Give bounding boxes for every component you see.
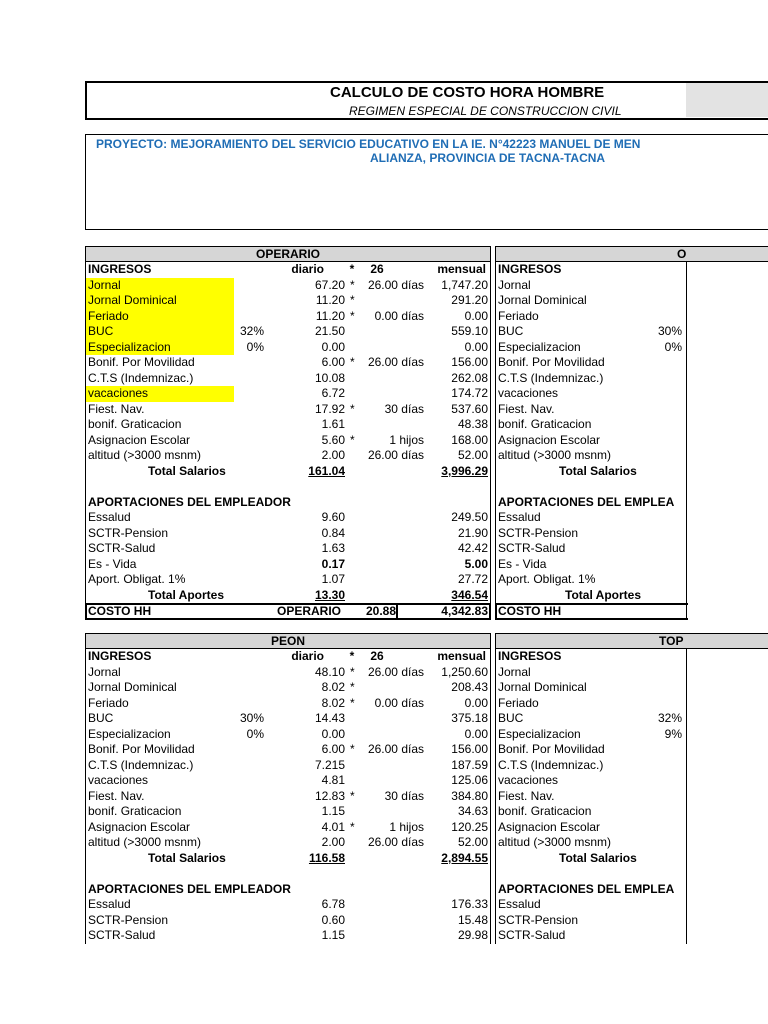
operario-aporte-label: Aport. Obligat. 1% — [88, 572, 186, 586]
operario-row-label: BUC — [88, 324, 114, 338]
oficial-row-label: Asignacion Escolar — [498, 432, 601, 447]
title-grey-band — [686, 83, 768, 117]
operario-aporte-mensual: 21.90 — [457, 525, 488, 540]
peon-row-diario: 2.00 — [321, 835, 345, 849]
peon-row-diario: 14.43 — [314, 711, 345, 725]
peon-row-label: Jornal Dominical — [88, 680, 177, 694]
peon-ingresos-label: INGRESOS — [88, 649, 152, 663]
operario-row-mensual: 0.00 — [464, 339, 488, 354]
operario-row-label: vacaciones — [88, 386, 149, 400]
oficial-row-pct: 30% — [657, 324, 682, 338]
peon-total-salarios-label: Total Salarios — [148, 850, 226, 865]
topografo-crop-edge — [686, 649, 687, 944]
oficial-row-pct: 0% — [664, 339, 682, 354]
operario-aporte-mensual: 42.42 — [457, 541, 488, 555]
peon-row-diario: 7.215 — [314, 757, 345, 772]
oficial-aporte-label: SCTR-Pension — [498, 525, 579, 540]
topografo-row-label: bonif. Graticacion — [498, 804, 592, 818]
operario-row-mensual: 174.72 — [451, 386, 488, 400]
peon-col-star: * — [349, 649, 355, 663]
peon-aporte-diario: 1.15 — [321, 928, 345, 942]
operario-aporte-diario: 1.63 — [321, 541, 345, 555]
topografo-row-label: C.T.S (Indemnizac.) — [498, 757, 604, 772]
operario-row-mensual: 537.60 — [451, 401, 488, 416]
page-subtitle: REGIMEN ESPECIAL DE CONSTRUCCION CIVIL — [349, 104, 622, 118]
operario-row-diario: 0.00 — [321, 339, 345, 354]
peon-row-pct: 30% — [239, 711, 264, 725]
oficial-ingresos-label: INGRESOS — [498, 262, 562, 276]
peon-row-label: Feriado — [88, 695, 129, 710]
peon-row-mensual: 208.43 — [451, 680, 488, 694]
peon-row-label: Especializacion — [88, 726, 171, 741]
operario-row-label: Jornal Dominical — [88, 293, 177, 307]
peon-row-star: * — [350, 664, 355, 679]
peon-row-pct: 0% — [246, 726, 264, 741]
operario-row-mensual: 559.10 — [451, 324, 488, 338]
topografo-aportaciones-label: APORTACIONES DEL EMPLEA — [498, 881, 675, 896]
peon-row-mensual: 34.63 — [457, 804, 488, 818]
oficial-total-salarios-label: Total Salarios — [559, 463, 637, 478]
operario-row-star: * — [350, 432, 355, 447]
topografo-total-salarios-label: Total Salarios — [559, 850, 637, 865]
topografo-row-label: altitud (>3000 msnm) — [498, 835, 612, 849]
operario-row-mensual: 168.00 — [451, 432, 488, 447]
operario-row-pct: 32% — [239, 324, 264, 338]
operario-costo-label: COSTO HH — [88, 604, 152, 618]
peon-row-qty: 30 días — [384, 788, 424, 803]
peon-row-mensual: 384.80 — [451, 788, 488, 803]
operario-col-diario: diario — [291, 262, 324, 276]
peon-row-label: bonif. Graticacion — [88, 804, 182, 818]
operario-col-star: * — [349, 262, 355, 276]
peon-row-diario: 6.00 — [321, 742, 345, 756]
operario-row-mensual: 156.00 — [451, 355, 488, 369]
peon-aporte-label: Essalud — [88, 897, 131, 911]
peon-aportaciones-label: APORTACIONES DEL EMPLEADOR — [88, 881, 291, 896]
peon-row-label: Fiest. Nav. — [88, 788, 145, 803]
operario-row-label: C.T.S (Indemnizac.) — [88, 370, 194, 385]
operario-row-mensual: 48.38 — [457, 417, 488, 431]
peon-col-mensual: mensual — [437, 649, 486, 663]
operario-row-mensual: 0.00 — [464, 308, 488, 323]
operario-aporte-label: SCTR-Salud — [88, 541, 156, 555]
peon-total-salarios-diario: 116.58 — [308, 850, 345, 865]
operario-row-star: * — [350, 308, 355, 323]
operario-row-label: bonif. Graticacion — [88, 417, 182, 431]
peon-row-star: * — [350, 788, 355, 803]
operario-total-aportes-diario: 13.30 — [314, 587, 345, 602]
peon-aporte-diario: 0.60 — [321, 912, 345, 927]
peon-row-mensual: 156.00 — [451, 742, 488, 756]
peon-right-border — [490, 633, 491, 944]
operario-row-star: * — [350, 293, 355, 307]
peon-row-qty: 26.00 días — [367, 835, 424, 849]
peon-col-days: 26 — [370, 649, 384, 663]
topografo-row-label: Jornal — [498, 664, 531, 679]
peon-row-label: C.T.S (Indemnizac.) — [88, 757, 194, 772]
peon-row-star: * — [350, 680, 355, 694]
operario-row-label: Fiest. Nav. — [88, 401, 145, 416]
peon-row-mensual: 120.25 — [451, 819, 488, 834]
topografo-header: TOP — [495, 633, 768, 649]
operario-row-diario: 5.60 — [321, 432, 345, 447]
peon-aporte-mensual: 29.98 — [457, 928, 488, 942]
peon-row-diario: 48.10 — [314, 664, 345, 679]
operario-costo-total: 4,342.83 — [441, 604, 488, 618]
operario-col-days: 26 — [370, 262, 384, 276]
oficial-costo-label: COSTO HH — [498, 604, 562, 618]
operario-aporte-label: SCTR-Pension — [88, 525, 169, 540]
peon-aporte-mensual: 15.48 — [457, 912, 488, 927]
operario-total-salarios-mensual: 3,996.29 — [441, 463, 488, 478]
topografo-row-label: Especializacion — [498, 726, 581, 741]
oficial-row-label: bonif. Graticacion — [498, 417, 592, 431]
topografo-row-label: Bonif. Por Movilidad — [498, 742, 605, 756]
project-line-1: PROYECTO: MEJORAMIENTO DEL SERVICIO EDUCATIVO EN LA IE. N°42223 MANUEL DE MEN — [96, 137, 641, 151]
operario-total-salarios-label: Total Salarios — [148, 463, 226, 478]
oficial-row-label: Feriado — [498, 308, 539, 323]
operario-row-qty: 1 hijos — [389, 432, 424, 447]
topografo-left-border — [495, 633, 496, 944]
operario-aporte-label: Essalud — [88, 510, 131, 524]
operario-costo-hh: 20.88 — [365, 604, 396, 618]
operario-costo-cat: OPERARIO — [277, 604, 342, 618]
operario-row-label: Especializacion — [88, 339, 171, 354]
oficial-aporte-label: SCTR-Salud — [498, 541, 566, 555]
topografo-row-label: vacaciones — [498, 773, 559, 787]
peon-row-label: Bonif. Por Movilidad — [88, 742, 195, 756]
peon-row-diario: 1.15 — [321, 804, 345, 818]
peon-row-label: BUC — [88, 711, 114, 725]
operario-row-qty: 26.00 días — [367, 355, 424, 369]
operario-row-mensual: 291.20 — [451, 293, 488, 307]
peon-left-border — [85, 633, 86, 944]
peon-aporte-diario: 6.78 — [321, 897, 345, 911]
topografo-row-label: Fiest. Nav. — [498, 788, 555, 803]
operario-row-label: Bonif. Por Movilidad — [88, 355, 195, 369]
peon-row-star: * — [350, 819, 355, 834]
operario-row-label: Asignacion Escolar — [88, 432, 191, 447]
peon-row-diario: 8.02 — [321, 680, 345, 694]
oficial-header: O — [495, 246, 768, 262]
peon-row-mensual: 1,250.60 — [441, 664, 488, 679]
topografo-aporte-label: SCTR-Salud — [498, 928, 566, 942]
oficial-row-label: Bonif. Por Movilidad — [498, 355, 605, 369]
operario-col-mensual: mensual — [437, 262, 486, 276]
operario-row-diario: 6.72 — [321, 386, 345, 400]
operario-row-star: * — [350, 355, 355, 369]
peon-row-label: vacaciones — [88, 773, 149, 787]
operario-row-qty: 0.00 días — [374, 308, 424, 323]
peon-row-mensual: 52.00 — [457, 835, 488, 849]
operario-aportaciones-label: APORTACIONES DEL EMPLEADOR — [88, 494, 291, 509]
operario-row-label: Feriado — [88, 308, 129, 323]
peon-row-mensual: 0.00 — [464, 695, 488, 710]
oficial-row-label: Fiest. Nav. — [498, 401, 555, 416]
operario-row-diario: 67.20 — [314, 277, 345, 292]
peon-row-diario: 12.83 — [314, 788, 345, 803]
operario-row-label: altitud (>3000 msnm) — [88, 448, 202, 462]
operario-aporte-label: Es - Vida — [88, 556, 137, 571]
peon-row-diario: 0.00 — [321, 726, 345, 741]
topografo-row-pct: 32% — [657, 711, 682, 725]
operario-row-diario: 11.20 — [315, 308, 345, 323]
peon-row-qty: 1 hijos — [389, 819, 424, 834]
operario-right-border — [490, 246, 491, 619]
operario-total-aportes-label: Total Aportes — [148, 587, 225, 602]
operario-row-diario: 21.50 — [314, 324, 345, 338]
operario-row-qty: 26.00 días — [367, 277, 424, 292]
operario-ingresos-label: INGRESOS — [88, 262, 152, 276]
oficial-aporte-label: Essalud — [498, 510, 541, 524]
operario-total-aportes-mensual: 346.54 — [451, 587, 488, 602]
operario-aporte-mensual: 5.00 — [464, 556, 488, 571]
operario-row-label: Jornal — [88, 277, 121, 292]
operario-aporte-diario: 9.60 — [321, 510, 345, 524]
operario-row-diario: 11.20 — [315, 293, 345, 307]
oficial-row-label: Jornal Dominical — [498, 293, 587, 307]
peon-row-qty: 0.00 días — [374, 695, 424, 710]
topografo-row-label: Asignacion Escolar — [498, 819, 601, 834]
oficial-left-border — [495, 246, 496, 619]
oficial-row-label: BUC — [498, 324, 524, 338]
oficial-aportaciones-label: APORTACIONES DEL EMPLEA — [498, 494, 675, 509]
peon-aporte-label: SCTR-Pension — [88, 912, 169, 927]
peon-row-label: Asignacion Escolar — [88, 819, 191, 834]
operario-total-salarios-diario: 161.04 — [308, 463, 345, 478]
peon-header: PEON — [85, 633, 491, 649]
peon-row-qty: 26.00 días — [367, 742, 424, 756]
operario-row-pct: 0% — [246, 339, 264, 354]
peon-row-mensual: 375.18 — [451, 711, 488, 725]
operario-row-qty: 30 días — [384, 401, 424, 416]
operario-row-qty: 26.00 días — [367, 448, 424, 462]
peon-row-label: altitud (>3000 msnm) — [88, 835, 202, 849]
topografo-row-pct: 9% — [664, 726, 682, 741]
topografo-aporte-label: SCTR-Pension — [498, 912, 579, 927]
peon-row-mensual: 187.59 — [451, 757, 488, 772]
peon-row-mensual: 0.00 — [464, 726, 488, 741]
operario-aporte-diario: 0.84 — [321, 525, 345, 540]
operario-row-star: * — [350, 277, 355, 292]
peon-row-diario: 4.81 — [321, 773, 345, 787]
oficial-aporte-label: Es - Vida — [498, 556, 547, 571]
oficial-row-label: Jornal — [498, 277, 531, 292]
peon-aporte-mensual: 176.33 — [451, 897, 488, 911]
peon-row-mensual: 125.06 — [451, 773, 488, 787]
oficial-total-aportes-label: Total Aportes — [565, 587, 642, 602]
topografo-ingresos-label: INGRESOS — [498, 649, 562, 663]
operario-row-mensual: 52.00 — [457, 448, 488, 462]
oficial-row-label: vacaciones — [498, 386, 559, 400]
operario-aporte-diario: 0.17 — [321, 556, 345, 571]
peon-row-diario: 4.01 — [321, 819, 345, 834]
oficial-row-label: altitud (>3000 msnm) — [498, 448, 612, 462]
topografo-row-label: Jornal Dominical — [498, 680, 587, 694]
peon-col-diario: diario — [291, 649, 324, 663]
operario-row-diario: 2.00 — [321, 448, 345, 462]
peon-row-diario: 8.02 — [321, 695, 345, 710]
operario-row-diario: 1.61 — [321, 417, 345, 431]
peon-row-qty: 26.00 días — [367, 664, 424, 679]
operario-row-star: * — [350, 401, 355, 416]
operario-row-diario: 17.92 — [314, 401, 345, 416]
topografo-aporte-label: Essalud — [498, 897, 541, 911]
operario-row-diario: 10.08 — [314, 370, 345, 385]
operario-aporte-mensual: 249.50 — [451, 510, 488, 524]
topografo-row-label: Feriado — [498, 695, 539, 710]
operario-aporte-mensual: 27.72 — [457, 572, 488, 586]
oficial-aporte-label: Aport. Obligat. 1% — [498, 572, 596, 586]
oficial-row-label: C.T.S (Indemnizac.) — [498, 370, 604, 385]
peon-aporte-label: SCTR-Salud — [88, 928, 156, 942]
operario-row-mensual: 1,747.20 — [441, 277, 488, 292]
page-title: CALCULO DE COSTO HORA HOMBRE — [330, 84, 605, 101]
peon-row-star: * — [350, 742, 355, 756]
peon-row-star: * — [350, 695, 355, 710]
project-line-2: ALIANZA, PROVINCIA DE TACNA-TACNA — [370, 151, 606, 165]
operario-row-mensual: 262.08 — [451, 370, 488, 385]
peon-row-label: Jornal — [88, 664, 121, 679]
operario-header: OPERARIO — [85, 246, 491, 262]
oficial-row-label: Especializacion — [498, 339, 581, 354]
topografo-row-label: BUC — [498, 711, 524, 725]
operario-row-diario: 6.00 — [321, 355, 345, 369]
peon-total-salarios-mensual: 2,894.55 — [441, 850, 488, 865]
oficial-crop-edge — [686, 262, 687, 619]
operario-aporte-diario: 1.07 — [321, 572, 345, 586]
